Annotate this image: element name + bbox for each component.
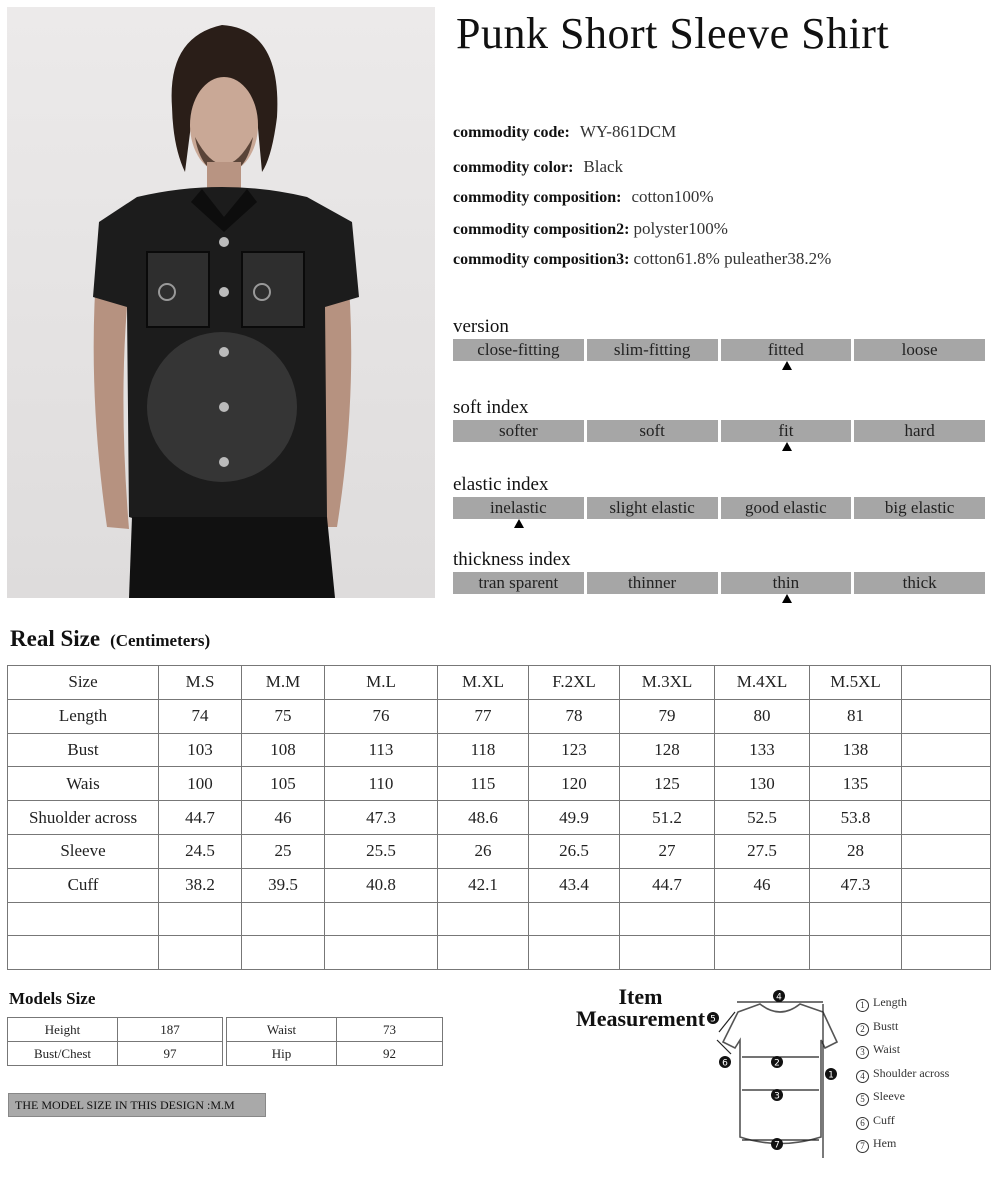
index-option: softer bbox=[453, 420, 584, 442]
table-cell bbox=[902, 902, 991, 936]
legend-label: Bustt bbox=[873, 1018, 899, 1033]
table-cell: F.2XL bbox=[529, 666, 620, 700]
legend-item bbox=[856, 1089, 949, 1113]
table-cell: 44.7 bbox=[159, 801, 242, 835]
table-cell bbox=[620, 902, 715, 936]
index-marker bbox=[453, 361, 985, 371]
table-cell: 49.9 bbox=[529, 801, 620, 835]
shirt-outline bbox=[723, 1004, 837, 1144]
index-option: thinner bbox=[587, 572, 718, 594]
measurement-legend bbox=[856, 995, 949, 1160]
table-cell: M.3XL bbox=[620, 666, 715, 700]
table-cell bbox=[529, 902, 620, 936]
table-cell: 73 bbox=[337, 1018, 443, 1042]
table-cell: 75 bbox=[242, 699, 325, 733]
model-wearing-shirt-image bbox=[7, 7, 435, 598]
table-cell: 24.5 bbox=[159, 834, 242, 868]
table-cell bbox=[810, 902, 902, 936]
table-cell bbox=[325, 902, 438, 936]
table-cell: 47.3 bbox=[325, 801, 438, 835]
table-cell: 128 bbox=[620, 733, 715, 767]
table-cell bbox=[902, 868, 991, 902]
table-row bbox=[8, 902, 991, 936]
shirt-measurement-diagram bbox=[705, 982, 855, 1162]
table-cell: 27.5 bbox=[715, 834, 810, 868]
svg-text:2: 2 bbox=[774, 1058, 780, 1069]
product-photo bbox=[7, 7, 435, 598]
table-cell: 125 bbox=[620, 767, 715, 801]
table-row bbox=[8, 834, 991, 868]
legend-item bbox=[856, 1113, 949, 1137]
index-option: inelastic bbox=[453, 497, 584, 519]
table-cell: 79 bbox=[620, 699, 715, 733]
table-cell: 110 bbox=[325, 767, 438, 801]
index-marker bbox=[453, 442, 985, 452]
index-option: fit bbox=[721, 420, 852, 442]
table-cell: 80 bbox=[715, 699, 810, 733]
table-cell bbox=[902, 834, 991, 868]
table-cell: 28 bbox=[810, 834, 902, 868]
legend-number-icon: 1 bbox=[856, 999, 869, 1012]
table-cell: 51.2 bbox=[620, 801, 715, 835]
table-cell bbox=[902, 699, 991, 733]
table-cell: Hip bbox=[227, 1042, 337, 1066]
soft-index bbox=[453, 396, 985, 452]
table-cell: 108 bbox=[242, 733, 325, 767]
index-bar bbox=[453, 339, 985, 361]
index-option: close-fitting bbox=[453, 339, 584, 361]
table-cell: 92 bbox=[337, 1042, 443, 1066]
legend-item bbox=[856, 1066, 949, 1090]
spec-label: commodity composition3: bbox=[453, 251, 630, 268]
legend-label: Length bbox=[873, 995, 907, 1009]
table-row bbox=[8, 767, 991, 801]
legend-number-icon: 7 bbox=[856, 1140, 869, 1153]
spec-value: polyster100% bbox=[633, 219, 728, 238]
table-row-label bbox=[8, 936, 159, 970]
table-cell bbox=[715, 936, 810, 970]
table-cell: 74 bbox=[159, 699, 242, 733]
spec-value: Black bbox=[583, 157, 624, 176]
table-cell: M.XL bbox=[438, 666, 529, 700]
table-cell bbox=[902, 666, 991, 700]
table-cell: 187 bbox=[118, 1018, 223, 1042]
table-cell: 46 bbox=[242, 801, 325, 835]
table-cell: 97 bbox=[118, 1042, 223, 1066]
spec-value: WY-861DCM bbox=[579, 122, 677, 141]
elastic-index bbox=[453, 473, 985, 529]
table-cell: 130 bbox=[715, 767, 810, 801]
spec-label: commodity composition2: bbox=[453, 221, 630, 238]
svg-text:6: 6 bbox=[722, 1058, 728, 1069]
table-cell: 38.2 bbox=[159, 868, 242, 902]
legend-label: Waist bbox=[873, 1042, 901, 1056]
models-size-title: Models Size bbox=[9, 989, 96, 1008]
table-cell: 42.1 bbox=[438, 868, 529, 902]
svg-text:5: 5 bbox=[710, 1014, 716, 1025]
table-cell: M.L bbox=[325, 666, 438, 700]
table-cell: 47.3 bbox=[810, 868, 902, 902]
svg-text:3: 3 bbox=[774, 1091, 780, 1102]
table-cell: 77 bbox=[438, 699, 529, 733]
index-option: soft bbox=[587, 420, 718, 442]
product-title: Punk Short Sleeve Shirt bbox=[456, 9, 890, 58]
table-cell: 100 bbox=[159, 767, 242, 801]
table-row bbox=[8, 1018, 223, 1042]
legend-number-icon: 4 bbox=[856, 1070, 869, 1083]
table-cell bbox=[438, 902, 529, 936]
table-cell: 40.8 bbox=[325, 868, 438, 902]
table-cell: 46 bbox=[715, 868, 810, 902]
table-cell: 118 bbox=[438, 733, 529, 767]
version-index bbox=[453, 315, 985, 371]
index-option: thin bbox=[721, 572, 852, 594]
table-cell bbox=[159, 936, 242, 970]
table-row-label bbox=[8, 902, 159, 936]
table-cell: 44.7 bbox=[620, 868, 715, 902]
real-size-heading bbox=[10, 626, 210, 652]
index-title: version bbox=[453, 316, 509, 337]
table-cell: 105 bbox=[242, 767, 325, 801]
svg-text:4: 4 bbox=[776, 992, 782, 1003]
table-row bbox=[8, 868, 991, 902]
triangle-marker-icon bbox=[782, 442, 792, 451]
spec-row-color bbox=[453, 157, 623, 177]
table-cell: M.M bbox=[242, 666, 325, 700]
size-chart-table bbox=[7, 665, 991, 970]
table-cell bbox=[902, 767, 991, 801]
table-header-row bbox=[8, 666, 991, 700]
table-cell: 138 bbox=[810, 733, 902, 767]
index-marker bbox=[453, 594, 985, 604]
table-cell: 25.5 bbox=[325, 834, 438, 868]
table-cell bbox=[242, 936, 325, 970]
table-cell: 39.5 bbox=[242, 868, 325, 902]
spec-row-composition bbox=[453, 187, 714, 207]
legend-item bbox=[856, 1042, 949, 1066]
table-cell: 25 bbox=[242, 834, 325, 868]
table-cell: 120 bbox=[529, 767, 620, 801]
table-cell: 103 bbox=[159, 733, 242, 767]
table-row-label: Bust bbox=[8, 733, 159, 767]
index-option: big elastic bbox=[854, 497, 985, 519]
table-cell: 113 bbox=[325, 733, 438, 767]
measurement-title-line1: Item bbox=[618, 984, 663, 1009]
table-row bbox=[8, 699, 991, 733]
table-row-label: Length bbox=[8, 699, 159, 733]
table-cell: 123 bbox=[529, 733, 620, 767]
table-cell: 78 bbox=[529, 699, 620, 733]
table-cell: M.5XL bbox=[810, 666, 902, 700]
legend-item bbox=[856, 1136, 949, 1160]
table-cell: 26 bbox=[438, 834, 529, 868]
index-bar bbox=[453, 572, 985, 594]
spec-row-composition2 bbox=[453, 219, 728, 239]
table-row-label: Wais bbox=[8, 767, 159, 801]
table-row-label: Size bbox=[8, 666, 159, 700]
index-title: thickness index bbox=[453, 549, 571, 570]
table-cell: 52.5 bbox=[715, 801, 810, 835]
index-option: tran sparent bbox=[453, 572, 584, 594]
legend-label: Shoulder across bbox=[873, 1065, 950, 1080]
table-row bbox=[227, 1018, 443, 1042]
legend-item bbox=[856, 1019, 949, 1043]
table-cell bbox=[242, 902, 325, 936]
table-cell bbox=[438, 936, 529, 970]
legend-number-icon: 5 bbox=[856, 1093, 869, 1106]
table-cell: 48.6 bbox=[438, 801, 529, 835]
table-cell: Height bbox=[8, 1018, 118, 1042]
table-row-label: Sleeve bbox=[8, 834, 159, 868]
spec-label: commodity composition: bbox=[453, 189, 622, 206]
table-row-label: Cuff bbox=[8, 868, 159, 902]
svg-text:7: 7 bbox=[774, 1140, 780, 1151]
spec-label: commodity code: bbox=[453, 124, 570, 141]
models-size-table-left bbox=[7, 1017, 223, 1066]
table-cell bbox=[902, 733, 991, 767]
triangle-marker-icon bbox=[782, 594, 792, 603]
table-cell bbox=[159, 902, 242, 936]
index-marker bbox=[453, 519, 985, 529]
table-row-label: Shuolder across bbox=[8, 801, 159, 835]
thickness-index bbox=[453, 548, 985, 604]
index-option: slight elastic bbox=[587, 497, 718, 519]
item-measurement-title bbox=[563, 986, 718, 1030]
table-cell: 26.5 bbox=[529, 834, 620, 868]
table-cell bbox=[529, 936, 620, 970]
table-cell bbox=[810, 936, 902, 970]
table-cell: M.4XL bbox=[715, 666, 810, 700]
spec-value: cotton61.8% puleather38.2% bbox=[633, 249, 832, 268]
legend-label: Sleeve bbox=[873, 1089, 905, 1103]
legend-label: Cuff bbox=[873, 1112, 895, 1127]
measurement-title-line2: Measurement bbox=[575, 1006, 706, 1031]
table-cell: 133 bbox=[715, 733, 810, 767]
table-cell: 81 bbox=[810, 699, 902, 733]
table-cell bbox=[325, 936, 438, 970]
svg-text:1: 1 bbox=[828, 1070, 834, 1081]
models-size-table-right bbox=[226, 1017, 443, 1066]
index-bar bbox=[453, 420, 985, 442]
table-cell: 115 bbox=[438, 767, 529, 801]
table-cell: 27 bbox=[620, 834, 715, 868]
table-cell bbox=[902, 801, 991, 835]
table-cell: 135 bbox=[810, 767, 902, 801]
table-row bbox=[227, 1042, 443, 1066]
table-cell bbox=[620, 936, 715, 970]
spec-label: commodity color: bbox=[453, 159, 574, 176]
table-cell: 43.4 bbox=[529, 868, 620, 902]
table-cell bbox=[715, 902, 810, 936]
legend-item bbox=[856, 995, 949, 1019]
table-row bbox=[8, 1042, 223, 1066]
index-option: hard bbox=[854, 420, 985, 442]
table-cell bbox=[902, 936, 991, 970]
index-option: fitted bbox=[721, 339, 852, 361]
index-title: soft index bbox=[453, 397, 529, 418]
model-size-note: THE MODEL SIZE IN THIS DESIGN :M.M bbox=[8, 1093, 266, 1117]
table-cell: M.S bbox=[159, 666, 242, 700]
legend-label: Hem bbox=[873, 1136, 897, 1150]
index-option: slim-fitting bbox=[587, 339, 718, 361]
legend-number-icon: 2 bbox=[856, 1023, 869, 1036]
legend-number-icon: 3 bbox=[856, 1046, 869, 1059]
table-cell: Waist bbox=[227, 1018, 337, 1042]
triangle-marker-icon bbox=[782, 361, 792, 370]
legend-number-icon: 6 bbox=[856, 1117, 869, 1130]
table-row bbox=[8, 936, 991, 970]
table-row bbox=[8, 733, 991, 767]
real-size-unit: (Centimeters) bbox=[110, 631, 211, 650]
table-cell: 53.8 bbox=[810, 801, 902, 835]
table-row bbox=[8, 801, 991, 835]
table-cell: Bust/Chest bbox=[8, 1042, 118, 1066]
index-option: thick bbox=[854, 572, 985, 594]
index-title: elastic index bbox=[453, 474, 549, 495]
index-bar bbox=[453, 497, 985, 519]
spec-value: cotton100% bbox=[631, 187, 714, 206]
real-size-title: Real Size bbox=[10, 626, 101, 651]
index-option: loose bbox=[854, 339, 985, 361]
spec-row-code bbox=[453, 122, 676, 142]
table-cell: 76 bbox=[325, 699, 438, 733]
triangle-marker-icon bbox=[514, 519, 524, 528]
spec-row-composition3 bbox=[453, 249, 831, 269]
index-option: good elastic bbox=[721, 497, 852, 519]
